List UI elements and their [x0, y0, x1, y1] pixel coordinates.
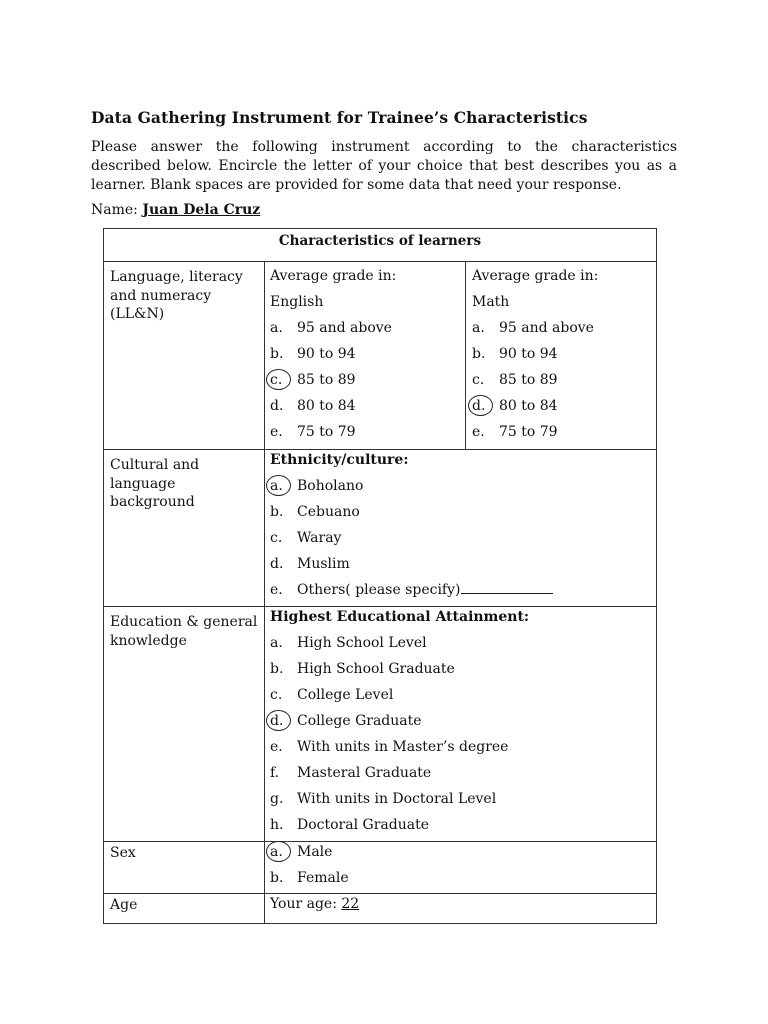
specify-blank[interactable] [461, 583, 553, 594]
selection-circle [266, 475, 291, 496]
english-option-b[interactable]: b. 90 to 94 [270, 346, 356, 362]
selection-circle [266, 710, 291, 731]
row-llnl-label-cell [104, 262, 265, 449]
row-culture [103, 450, 657, 607]
english-option-a[interactable]: a. 95 and above [270, 320, 392, 336]
education-options-cell [264, 607, 656, 841]
english-line2: English [270, 294, 324, 310]
selection-circle [468, 395, 493, 416]
education-option-b[interactable]: b. High School Graduate [270, 661, 455, 677]
culture-option-e[interactable]: e. Others( please specify) [270, 582, 553, 598]
sex-option-a[interactable]: a. Male [270, 844, 332, 860]
name-field [91, 202, 260, 218]
education-heading: Highest Educational Attainment: [270, 609, 530, 625]
row-culture-label: Cultural and language background [110, 457, 200, 510]
selection-circle [266, 841, 291, 862]
culture-option-c[interactable]: c. Waray [270, 530, 342, 546]
math-option-e[interactable]: e. 75 to 79 [472, 424, 558, 440]
culture-option-d[interactable]: d. Muslim [270, 556, 350, 572]
math-option-a[interactable]: a. 95 and above [472, 320, 594, 336]
row-education-label-cell [104, 607, 265, 841]
row-age [103, 894, 657, 924]
name-value: Juan Dela Cruz [142, 202, 261, 218]
instructions-paragraph: Please answer the following instrument according to the characteristics described below. Encircle the letter of your choice that best describes you as a learner. Blank spaces are provided for some data that need your response. [91, 139, 677, 193]
selection-circle [266, 369, 291, 390]
row-culture-label-cell [104, 450, 265, 606]
row-sex-label-cell [104, 842, 265, 893]
education-option-e[interactable]: e. With units in Master’s degree [270, 739, 509, 755]
english-grade-cell [264, 262, 466, 449]
culture-options-cell [264, 450, 656, 606]
education-option-d[interactable]: d. College Graduate [270, 713, 422, 729]
table-header: Characteristics of learners [103, 228, 657, 262]
row-sex [103, 842, 657, 894]
culture-heading: Ethnicity/culture: [270, 452, 409, 468]
education-option-a[interactable]: a. High School Level [270, 635, 427, 651]
row-age-label-cell [104, 894, 265, 923]
age-cell [264, 894, 656, 923]
math-option-c[interactable]: c. 85 to 89 [472, 372, 558, 388]
culture-option-b[interactable]: b. Cebuano [270, 504, 360, 520]
math-grade-cell [466, 262, 656, 449]
sex-option-b[interactable]: b. Female [270, 870, 349, 886]
row-llnl-label: Language, literacy and numeracy (LL&N) [110, 269, 243, 322]
name-label: Name: [91, 202, 138, 218]
document-title: Data Gathering Instrument for Trainee’s Characteristics [91, 108, 588, 127]
education-option-g[interactable]: g. With units in Doctoral Level [270, 791, 497, 807]
sex-options-cell [264, 842, 656, 893]
education-option-f[interactable]: f. Masteral Graduate [270, 765, 432, 781]
english-option-d[interactable]: d. 80 to 84 [270, 398, 356, 414]
english-option-e[interactable]: e. 75 to 79 [270, 424, 356, 440]
education-option-h[interactable]: h. Doctoral Graduate [270, 817, 429, 833]
age-prefix: Your age: [270, 896, 337, 912]
math-line1: Average grade in: [472, 268, 599, 284]
english-line1: Average grade in: [270, 268, 397, 284]
row-llnl [103, 262, 657, 450]
row-education-label: Education & general knowledge [110, 614, 258, 649]
culture-option-a[interactable]: a. Boholano [270, 478, 363, 494]
math-option-b[interactable]: b. 90 to 94 [472, 346, 558, 362]
math-option-d[interactable]: d. 80 to 84 [472, 398, 558, 414]
row-education [103, 607, 657, 842]
row-age-label: Age [110, 897, 138, 913]
row-sex-label: Sex [110, 845, 136, 861]
english-option-c[interactable]: c. 85 to 89 [270, 372, 356, 388]
age-field[interactable] [270, 896, 359, 912]
education-option-c[interactable]: c. College Level [270, 687, 394, 703]
math-line2: Math [472, 294, 510, 310]
age-value: 22 [341, 896, 360, 912]
